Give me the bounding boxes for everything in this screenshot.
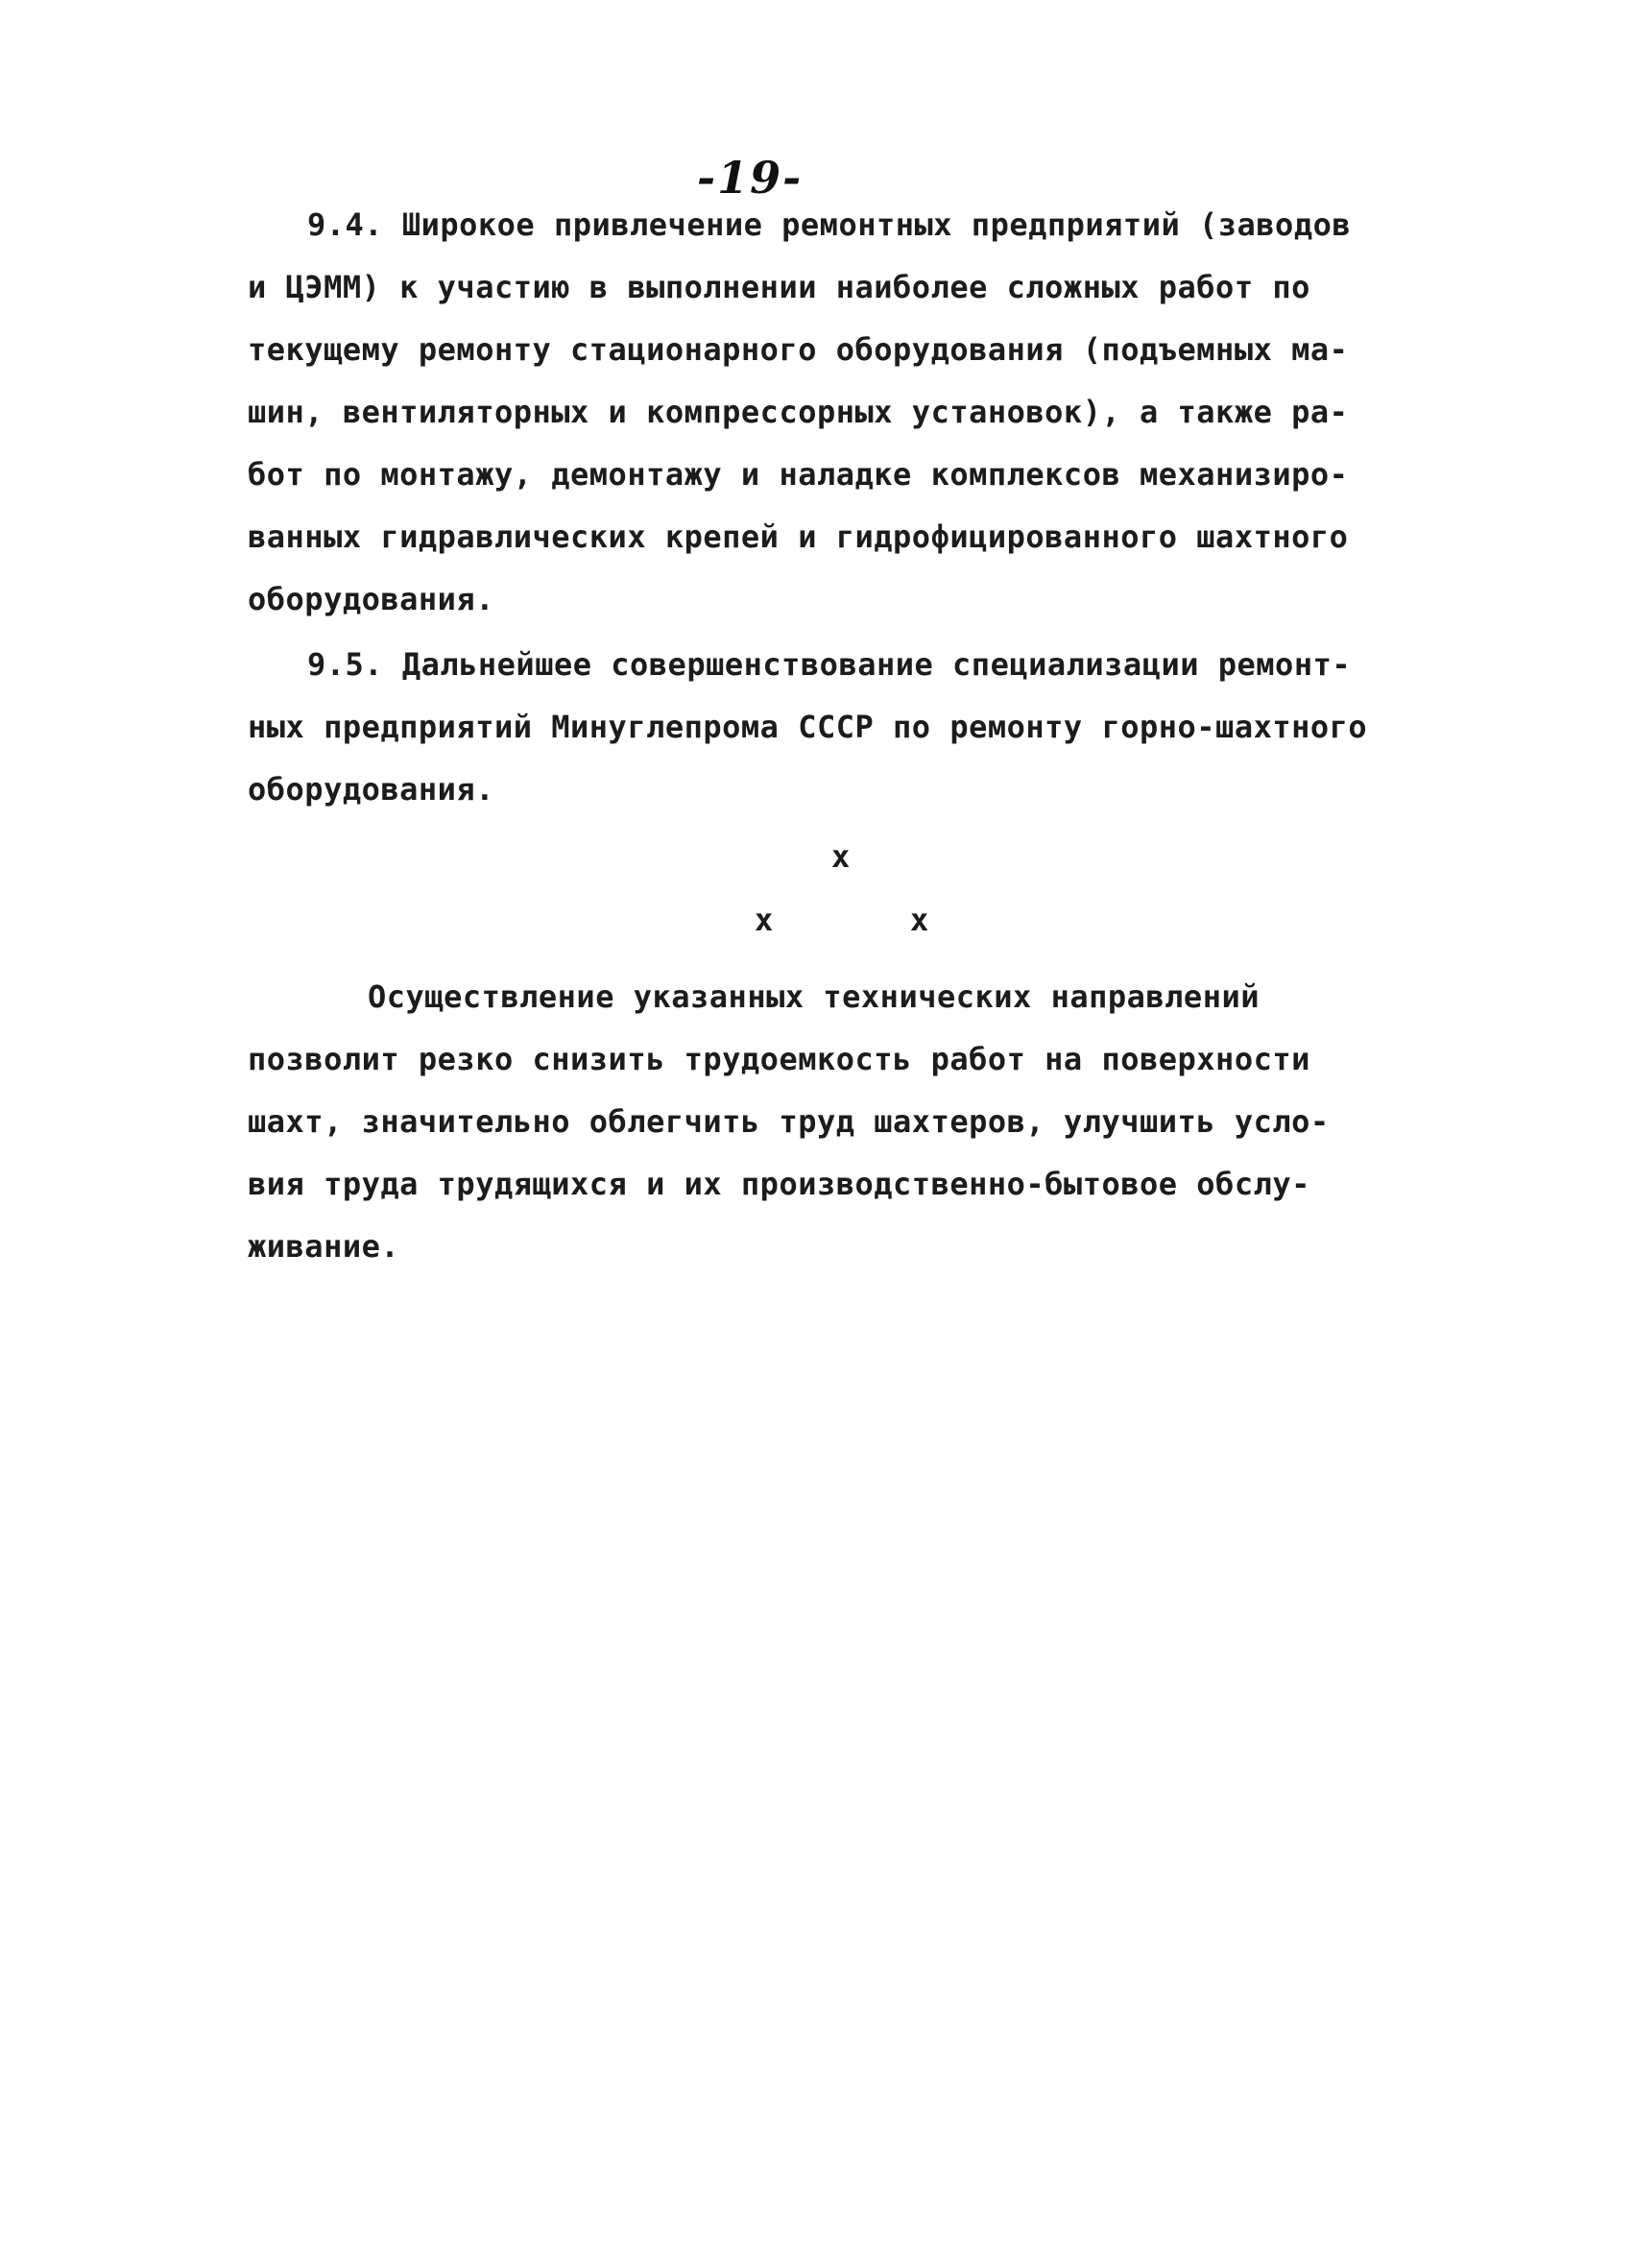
separator-mark: x — [755, 902, 774, 938]
paragraph-line: и ЦЭММ) к участию в выполнении наиболее сложных работ по — [248, 269, 1310, 305]
paragraph-line: живание. — [248, 1228, 400, 1265]
paragraph-line: бот по монтажу, демонтажу и наладке комплексов механизиро- — [248, 456, 1349, 493]
paragraph-line: текущему ремонту стационарного оборудования (подъемных ма- — [248, 331, 1349, 368]
paragraph-line: вия труда трудящихся и их производственно-бытовое обслу- — [248, 1166, 1310, 1202]
paragraph-line: ванных гидравлических крепей и гидрофицированного шахтного — [248, 519, 1349, 555]
paragraph-line: ных предприятий Минуглепрома СССР по ремонту горно-шахтного — [248, 709, 1368, 745]
paragraph-line: оборудования. — [248, 581, 494, 617]
paragraph-line: шахт, значительно облегчить труд шахтеров, улучшить усло- — [248, 1103, 1330, 1140]
paragraph-line: позволит резко снизить трудоемкость работ на поверхности — [248, 1041, 1310, 1077]
page-number: -19- — [697, 152, 804, 204]
paragraph-line: шин, вентиляторных и компрессорных установок), а также ра- — [248, 394, 1349, 430]
paragraph-line: 9.4. Широкое привлечение ремонтных предприятий (заводов — [307, 206, 1352, 243]
paragraph-line: 9.5. Дальнейшее совершенствование специализации ремонт- — [307, 646, 1352, 683]
paragraph-line: оборудования. — [248, 771, 494, 808]
separator-mark: x — [910, 902, 929, 938]
paragraph-line: Осуществление указанных технических направлений — [368, 978, 1260, 1015]
separator-mark: x — [831, 838, 851, 875]
